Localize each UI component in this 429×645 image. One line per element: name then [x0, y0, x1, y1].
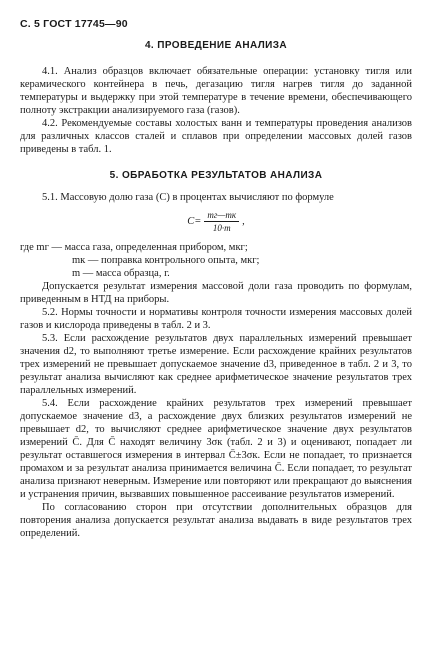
- paragraph-4-1: 4.1. Анализ образцов включает обязательные операции: установку тигля или керамического контейнера в печь, дегазацию тигля нагрев тигля до заданной температуры и выдержку при этой температуре в течение времени, обеспечивающего полноту экстракции анализируемого газа (газов).: [20, 66, 412, 116]
- paragraph-5-1: 5.1. Массовую долю газа (С) в процентах вычисляют по формуле: [42, 192, 334, 203]
- paragraph-5-4: 5.4. Если расхождение крайних результатов трех измерений превышает допускаемое значение d3, а расхождение двух близких результатов измерений не превышает d2, то вычисляют среднее арифметическое значение двух результатов измерений C̄. Для C̄ находят величину 3σк (табл. 2 и 3) и оценивают, попадает ли результат оставшегося измерения в интервал C̄±3σк. Если не попадает, то признается промахом и за результат анализа принимается величина C̄. Если попадает, то результат анализа признают неверным. Измерение или повторяют или прекращают до выяснения и устранения причин, вызвавших повышенное рассеивание результатов измерений.: [20, 398, 412, 500]
- definition-m: m — масса образца, г.: [72, 268, 170, 279]
- page-content: [20, 40, 412, 540]
- section-4-title: 4. ПРОВЕДЕНИЕ АНАЛИЗА: [144, 40, 288, 51]
- mass-fraction-formula: [20, 210, 412, 233]
- paragraph-agreement: По согласованию сторон при отсутствии дополнительных образцов для повторения анализа допускается результат анализа выдавать в виде результатов трех определений.: [20, 502, 412, 539]
- definition-mk: mк — поправка контрольного опыта, мкг;: [72, 255, 260, 266]
- formula-tail: ,: [242, 216, 245, 227]
- formula-lhs: C=: [187, 216, 202, 227]
- formula-denominator: 10·m: [212, 223, 231, 233]
- paragraph-5-2: 5.2. Нормы точности и нормативы контроля точности измерения массовых долей газов и кислорода приведены в табл. 2 и 3.: [20, 307, 412, 331]
- paragraph-5-3: 5.3. Если расхождение результатов двух параллельных измерений превышает значения d2, то выполняют третье измерение. Если расхождение крайних результатов трех измерений не превышает допускаемое значение d3, приведенное в табл. 2 и 3, то результат анализа вычисляют как среднее арифметическое значение результатов трех параллельных измерений.: [20, 333, 412, 396]
- formula-numerator: mг—mк: [204, 210, 239, 222]
- paragraph-allowed: Допускается результат измерения массовой доли газа проводить по формулам, приведенным в НТД на приборы.: [20, 281, 412, 305]
- definition-mg: где mг — масса газа, определенная прибором, мкг;: [20, 242, 248, 253]
- page-header: С. 5 ГОСТ 17745—90: [20, 18, 128, 30]
- formula-fraction: [204, 210, 239, 233]
- paragraph-4-2: 4.2. Рекомендуемые составы холостых ванн и температуры проведения анализов для различных классов сталей и сплавов при определении массовых долей газов приведены в табл. 1.: [20, 118, 412, 155]
- formula-definitions: [20, 241, 412, 280]
- section-5-title: 5. ОБРАБОТКА РЕЗУЛЬТАТОВ АНАЛИЗА: [109, 170, 323, 181]
